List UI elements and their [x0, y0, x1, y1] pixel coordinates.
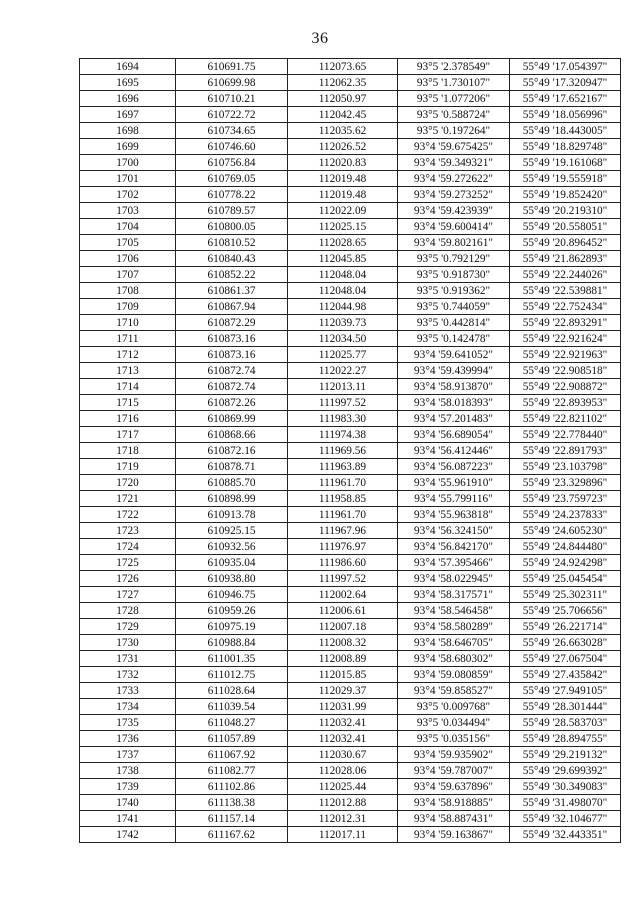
- table-row: [80, 299, 621, 315]
- longitude-cell: 93°4 '57.201483": [398, 411, 510, 427]
- x-coordinate-cell: 610746.60: [176, 139, 288, 155]
- latitude-cell: 55°49 '30.349083": [510, 779, 621, 795]
- longitude-cell: 93°5 '2.378549": [398, 59, 510, 75]
- table-row: [80, 395, 621, 411]
- longitude-cell: 93°4 '59.163867": [398, 827, 510, 843]
- x-coordinate-cell: 610873.16: [176, 347, 288, 363]
- x-coordinate-cell: 610861.37: [176, 283, 288, 299]
- point-number-cell: 1741: [80, 811, 176, 827]
- latitude-cell: 55°49 '26.221714": [510, 619, 621, 635]
- x-coordinate-cell: 611102.86: [176, 779, 288, 795]
- latitude-cell: 55°49 '22.778440": [510, 427, 621, 443]
- point-number-cell: 1696: [80, 91, 176, 107]
- longitude-cell: 93°5 '0.442814": [398, 315, 510, 331]
- y-coordinate-cell: 111983.30: [288, 411, 398, 427]
- longitude-cell: 93°4 '59.080859": [398, 667, 510, 683]
- latitude-cell: 55°49 '20.219310": [510, 203, 621, 219]
- x-coordinate-cell: 610789.57: [176, 203, 288, 219]
- y-coordinate-cell: 112026.52: [288, 139, 398, 155]
- longitude-cell: 93°5 '0.034494": [398, 715, 510, 731]
- latitude-cell: 55°49 '18.829748": [510, 139, 621, 155]
- latitude-cell: 55°49 '17.652167": [510, 91, 621, 107]
- point-number-cell: 1712: [80, 347, 176, 363]
- table-row: [80, 795, 621, 811]
- latitude-cell: 55°49 '24.605230": [510, 523, 621, 539]
- point-number-cell: 1724: [80, 539, 176, 555]
- y-coordinate-cell: 112030.67: [288, 747, 398, 763]
- latitude-cell: 55°49 '29.219132": [510, 747, 621, 763]
- longitude-cell: 93°5 '0.009768": [398, 699, 510, 715]
- latitude-cell: 55°49 '32.443351": [510, 827, 621, 843]
- y-coordinate-cell: 112032.41: [288, 715, 398, 731]
- latitude-cell: 55°49 '24.844480": [510, 539, 621, 555]
- latitude-cell: 55°49 '23.329896": [510, 475, 621, 491]
- y-coordinate-cell: 112019.48: [288, 187, 398, 203]
- x-coordinate-cell: 610869.99: [176, 411, 288, 427]
- latitude-cell: 55°49 '21.862893": [510, 251, 621, 267]
- longitude-cell: 93°4 '56.842170": [398, 539, 510, 555]
- x-coordinate-cell: 611012.75: [176, 667, 288, 683]
- latitude-cell: 55°49 '25.706656": [510, 603, 621, 619]
- latitude-cell: 55°49 '22.893291": [510, 315, 621, 331]
- latitude-cell: 55°49 '32.104677": [510, 811, 621, 827]
- point-number-cell: 1736: [80, 731, 176, 747]
- table-row: [80, 603, 621, 619]
- x-coordinate-cell: 610878.71: [176, 459, 288, 475]
- latitude-cell: 55°49 '20.558051": [510, 219, 621, 235]
- latitude-cell: 55°49 '27.435842": [510, 667, 621, 683]
- latitude-cell: 55°49 '22.908872": [510, 379, 621, 395]
- latitude-cell: 55°49 '19.555918": [510, 171, 621, 187]
- longitude-cell: 93°4 '56.689054": [398, 427, 510, 443]
- longitude-cell: 93°4 '59.802161": [398, 235, 510, 251]
- y-coordinate-cell: 112012.88: [288, 795, 398, 811]
- y-coordinate-cell: 112073.65: [288, 59, 398, 75]
- point-number-cell: 1730: [80, 635, 176, 651]
- point-number-cell: 1707: [80, 267, 176, 283]
- table-row: [80, 155, 621, 171]
- x-coordinate-cell: 610734.65: [176, 123, 288, 139]
- y-coordinate-cell: 112048.04: [288, 283, 398, 299]
- longitude-cell: 93°4 '59.637896": [398, 779, 510, 795]
- point-number-cell: 1700: [80, 155, 176, 171]
- latitude-cell: 55°49 '25.302311": [510, 587, 621, 603]
- point-number-cell: 1698: [80, 123, 176, 139]
- latitude-cell: 55°49 '22.921963": [510, 347, 621, 363]
- y-coordinate-cell: 112025.44: [288, 779, 398, 795]
- latitude-cell: 55°49 '17.320947": [510, 75, 621, 91]
- table-row: [80, 747, 621, 763]
- longitude-cell: 93°4 '57.395466": [398, 555, 510, 571]
- table-row: [80, 779, 621, 795]
- table-row: [80, 715, 621, 731]
- y-coordinate-cell: 112044.98: [288, 299, 398, 315]
- point-number-cell: 1715: [80, 395, 176, 411]
- table-row: [80, 75, 621, 91]
- table-row: [80, 203, 621, 219]
- x-coordinate-cell: 610691.75: [176, 59, 288, 75]
- table-row: [80, 587, 621, 603]
- point-number-cell: 1717: [80, 427, 176, 443]
- latitude-cell: 55°49 '18.056996": [510, 107, 621, 123]
- table-row: [80, 507, 621, 523]
- point-number-cell: 1713: [80, 363, 176, 379]
- y-coordinate-cell: 112013.11: [288, 379, 398, 395]
- point-number-cell: 1726: [80, 571, 176, 587]
- table-row: [80, 475, 621, 491]
- table-row: [80, 427, 621, 443]
- point-number-cell: 1737: [80, 747, 176, 763]
- point-number-cell: 1705: [80, 235, 176, 251]
- point-number-cell: 1734: [80, 699, 176, 715]
- latitude-cell: 55°49 '23.759723": [510, 491, 621, 507]
- table-row: [80, 107, 621, 123]
- table-row: [80, 347, 621, 363]
- latitude-cell: 55°49 '28.894755": [510, 731, 621, 747]
- point-number-cell: 1739: [80, 779, 176, 795]
- longitude-cell: 93°5 '0.588724": [398, 107, 510, 123]
- point-number-cell: 1708: [80, 283, 176, 299]
- table-row: [80, 363, 621, 379]
- y-coordinate-cell: 112012.31: [288, 811, 398, 827]
- y-coordinate-cell: 112008.89: [288, 651, 398, 667]
- y-coordinate-cell: 111958.85: [288, 491, 398, 507]
- longitude-cell: 93°4 '58.317571": [398, 587, 510, 603]
- x-coordinate-cell: 611138.38: [176, 795, 288, 811]
- longitude-cell: 93°4 '59.273252": [398, 187, 510, 203]
- table-row: [80, 619, 621, 635]
- point-number-cell: 1738: [80, 763, 176, 779]
- latitude-cell: 55°49 '27.067504": [510, 651, 621, 667]
- y-coordinate-cell: 112025.77: [288, 347, 398, 363]
- latitude-cell: 55°49 '22.893953": [510, 395, 621, 411]
- longitude-cell: 93°5 '1.730107": [398, 75, 510, 91]
- x-coordinate-cell: 610898.99: [176, 491, 288, 507]
- y-coordinate-cell: 112020.83: [288, 155, 398, 171]
- x-coordinate-cell: 611039.54: [176, 699, 288, 715]
- y-coordinate-cell: 112034.50: [288, 331, 398, 347]
- y-coordinate-cell: 112008.32: [288, 635, 398, 651]
- point-number-cell: 1732: [80, 667, 176, 683]
- table-row: [80, 491, 621, 507]
- table-row: [80, 651, 621, 667]
- y-coordinate-cell: 112028.65: [288, 235, 398, 251]
- table-row: [80, 827, 621, 843]
- x-coordinate-cell: 610872.29: [176, 315, 288, 331]
- table-row: [80, 331, 621, 347]
- latitude-cell: 55°49 '24.237833": [510, 507, 621, 523]
- y-coordinate-cell: 112032.41: [288, 731, 398, 747]
- x-coordinate-cell: 611028.64: [176, 683, 288, 699]
- x-coordinate-cell: 610872.74: [176, 363, 288, 379]
- longitude-cell: 93°4 '59.272622": [398, 171, 510, 187]
- latitude-cell: 55°49 '26.663028": [510, 635, 621, 651]
- longitude-cell: 93°4 '58.887431": [398, 811, 510, 827]
- y-coordinate-cell: 111997.52: [288, 571, 398, 587]
- latitude-cell: 55°49 '19.852420": [510, 187, 621, 203]
- y-coordinate-cell: 112022.09: [288, 203, 398, 219]
- y-coordinate-cell: 112007.18: [288, 619, 398, 635]
- longitude-cell: 93°5 '0.142478": [398, 331, 510, 347]
- table-row: [80, 667, 621, 683]
- latitude-cell: 55°49 '28.301444": [510, 699, 621, 715]
- longitude-cell: 93°5 '0.744059": [398, 299, 510, 315]
- point-number-cell: 1733: [80, 683, 176, 699]
- x-coordinate-cell: 610756.84: [176, 155, 288, 171]
- table-row: [80, 683, 621, 699]
- table-row: [80, 555, 621, 571]
- y-coordinate-cell: 112045.85: [288, 251, 398, 267]
- latitude-cell: 55°49 '19.161068": [510, 155, 621, 171]
- table-row: [80, 379, 621, 395]
- x-coordinate-cell: 610778.22: [176, 187, 288, 203]
- longitude-cell: 93°5 '0.792129": [398, 251, 510, 267]
- y-coordinate-cell: 112042.45: [288, 107, 398, 123]
- longitude-cell: 93°4 '59.349321": [398, 155, 510, 171]
- table-row: [80, 219, 621, 235]
- longitude-cell: 93°5 '0.197264": [398, 123, 510, 139]
- table-row: [80, 267, 621, 283]
- coordinates-table: [79, 58, 621, 843]
- longitude-cell: 93°4 '59.675425": [398, 139, 510, 155]
- page-number: 36: [311, 30, 329, 47]
- point-number-cell: 1701: [80, 171, 176, 187]
- table-row: [80, 123, 621, 139]
- point-number-cell: 1719: [80, 459, 176, 475]
- y-coordinate-cell: 112039.73: [288, 315, 398, 331]
- table-row: [80, 571, 621, 587]
- latitude-cell: 55°49 '23.103798": [510, 459, 621, 475]
- table-row: [80, 811, 621, 827]
- latitude-cell: 55°49 '24.924298": [510, 555, 621, 571]
- point-number-cell: 1703: [80, 203, 176, 219]
- x-coordinate-cell: 610872.26: [176, 395, 288, 411]
- y-coordinate-cell: 112035.62: [288, 123, 398, 139]
- x-coordinate-cell: 610913.78: [176, 507, 288, 523]
- y-coordinate-cell: 112015.85: [288, 667, 398, 683]
- x-coordinate-cell: 611167.62: [176, 827, 288, 843]
- longitude-cell: 93°4 '56.087223": [398, 459, 510, 475]
- longitude-cell: 93°4 '58.546458": [398, 603, 510, 619]
- latitude-cell: 55°49 '31.498070": [510, 795, 621, 811]
- point-number-cell: 1702: [80, 187, 176, 203]
- x-coordinate-cell: 610868.66: [176, 427, 288, 443]
- y-coordinate-cell: 111961.70: [288, 507, 398, 523]
- x-coordinate-cell: 610932.56: [176, 539, 288, 555]
- longitude-cell: 93°4 '58.646705": [398, 635, 510, 651]
- x-coordinate-cell: 610867.94: [176, 299, 288, 315]
- point-number-cell: 1709: [80, 299, 176, 315]
- longitude-cell: 93°4 '58.680302": [398, 651, 510, 667]
- y-coordinate-cell: 112006.61: [288, 603, 398, 619]
- point-number-cell: 1722: [80, 507, 176, 523]
- y-coordinate-cell: 112002.64: [288, 587, 398, 603]
- latitude-cell: 55°49 '22.821102": [510, 411, 621, 427]
- latitude-cell: 55°49 '29.699392": [510, 763, 621, 779]
- table-row: [80, 443, 621, 459]
- longitude-cell: 93°5 '1.077206": [398, 91, 510, 107]
- x-coordinate-cell: 611057.89: [176, 731, 288, 747]
- x-coordinate-cell: 610873.16: [176, 331, 288, 347]
- x-coordinate-cell: 610699.98: [176, 75, 288, 91]
- y-coordinate-cell: 112019.48: [288, 171, 398, 187]
- point-number-cell: 1694: [80, 59, 176, 75]
- longitude-cell: 93°4 '55.799116": [398, 491, 510, 507]
- table-row: [80, 283, 621, 299]
- longitude-cell: 93°5 '0.035156": [398, 731, 510, 747]
- point-number-cell: 1716: [80, 411, 176, 427]
- point-number-cell: 1727: [80, 587, 176, 603]
- y-coordinate-cell: 112022.27: [288, 363, 398, 379]
- y-coordinate-cell: 111976.97: [288, 539, 398, 555]
- longitude-cell: 93°4 '59.600414": [398, 219, 510, 235]
- longitude-cell: 93°4 '55.963818": [398, 507, 510, 523]
- latitude-cell: 55°49 '25.045454": [510, 571, 621, 587]
- x-coordinate-cell: 611067.92: [176, 747, 288, 763]
- longitude-cell: 93°4 '58.018393": [398, 395, 510, 411]
- latitude-cell: 55°49 '27.949105": [510, 683, 621, 699]
- latitude-cell: 55°49 '22.891793": [510, 443, 621, 459]
- point-number-cell: 1721: [80, 491, 176, 507]
- latitude-cell: 55°49 '18.443005": [510, 123, 621, 139]
- x-coordinate-cell: 610872.16: [176, 443, 288, 459]
- y-coordinate-cell: 111963.89: [288, 459, 398, 475]
- table-row: [80, 91, 621, 107]
- longitude-cell: 93°4 '59.858527": [398, 683, 510, 699]
- longitude-cell: 93°4 '55.961910": [398, 475, 510, 491]
- latitude-cell: 55°49 '22.752434": [510, 299, 621, 315]
- point-number-cell: 1720: [80, 475, 176, 491]
- y-coordinate-cell: 111961.70: [288, 475, 398, 491]
- table-row: [80, 635, 621, 651]
- latitude-cell: 55°49 '28.583703": [510, 715, 621, 731]
- latitude-cell: 55°49 '17.054397": [510, 59, 621, 75]
- latitude-cell: 55°49 '22.539881": [510, 283, 621, 299]
- y-coordinate-cell: 112031.99: [288, 699, 398, 715]
- x-coordinate-cell: 610885.70: [176, 475, 288, 491]
- point-number-cell: 1735: [80, 715, 176, 731]
- y-coordinate-cell: 112029.37: [288, 683, 398, 699]
- table-row: [80, 251, 621, 267]
- table-row: [80, 315, 621, 331]
- y-coordinate-cell: 111974.38: [288, 427, 398, 443]
- point-number-cell: 1723: [80, 523, 176, 539]
- point-number-cell: 1718: [80, 443, 176, 459]
- point-number-cell: 1711: [80, 331, 176, 347]
- x-coordinate-cell: 610946.75: [176, 587, 288, 603]
- longitude-cell: 93°4 '58.913870": [398, 379, 510, 395]
- point-number-cell: 1740: [80, 795, 176, 811]
- x-coordinate-cell: 610710.21: [176, 91, 288, 107]
- longitude-cell: 93°5 '0.918730": [398, 267, 510, 283]
- longitude-cell: 93°4 '59.439994": [398, 363, 510, 379]
- x-coordinate-cell: 610925.15: [176, 523, 288, 539]
- point-number-cell: 1725: [80, 555, 176, 571]
- point-number-cell: 1742: [80, 827, 176, 843]
- table-row: [80, 59, 621, 75]
- table-row: [80, 235, 621, 251]
- latitude-cell: 55°49 '20.896452": [510, 235, 621, 251]
- longitude-cell: 93°4 '56.412446": [398, 443, 510, 459]
- x-coordinate-cell: 611082.77: [176, 763, 288, 779]
- y-coordinate-cell: 111986.60: [288, 555, 398, 571]
- y-coordinate-cell: 112062.35: [288, 75, 398, 91]
- coordinates-table-body: [80, 59, 621, 843]
- point-number-cell: 1710: [80, 315, 176, 331]
- longitude-cell: 93°4 '58.580289": [398, 619, 510, 635]
- y-coordinate-cell: 111997.52: [288, 395, 398, 411]
- longitude-cell: 93°4 '58.022945": [398, 571, 510, 587]
- x-coordinate-cell: 610769.05: [176, 171, 288, 187]
- x-coordinate-cell: 611157.14: [176, 811, 288, 827]
- x-coordinate-cell: 610810.52: [176, 235, 288, 251]
- table-row: [80, 731, 621, 747]
- longitude-cell: 93°4 '59.787007": [398, 763, 510, 779]
- table-row: [80, 763, 621, 779]
- latitude-cell: 55°49 '22.244026": [510, 267, 621, 283]
- point-number-cell: 1731: [80, 651, 176, 667]
- point-number-cell: 1704: [80, 219, 176, 235]
- y-coordinate-cell: 112017.11: [288, 827, 398, 843]
- table-row: [80, 187, 621, 203]
- table-row: [80, 411, 621, 427]
- y-coordinate-cell: 111967.96: [288, 523, 398, 539]
- y-coordinate-cell: 112025.15: [288, 219, 398, 235]
- point-number-cell: 1728: [80, 603, 176, 619]
- longitude-cell: 93°4 '59.641052": [398, 347, 510, 363]
- x-coordinate-cell: 610935.04: [176, 555, 288, 571]
- longitude-cell: 93°4 '58.918885": [398, 795, 510, 811]
- y-coordinate-cell: 112050.97: [288, 91, 398, 107]
- longitude-cell: 93°4 '59.423939": [398, 203, 510, 219]
- table-row: [80, 459, 621, 475]
- point-number-cell: 1699: [80, 139, 176, 155]
- table-row: [80, 523, 621, 539]
- x-coordinate-cell: 610840.43: [176, 251, 288, 267]
- x-coordinate-cell: 610722.72: [176, 107, 288, 123]
- x-coordinate-cell: 611048.27: [176, 715, 288, 731]
- x-coordinate-cell: 611001.35: [176, 651, 288, 667]
- latitude-cell: 55°49 '22.908518": [510, 363, 621, 379]
- longitude-cell: 93°4 '56.324150": [398, 523, 510, 539]
- y-coordinate-cell: 112048.04: [288, 267, 398, 283]
- table-row: [80, 539, 621, 555]
- point-number-cell: 1697: [80, 107, 176, 123]
- table-row: [80, 171, 621, 187]
- point-number-cell: 1706: [80, 251, 176, 267]
- latitude-cell: 55°49 '22.921624": [510, 331, 621, 347]
- y-coordinate-cell: 111969.56: [288, 443, 398, 459]
- y-coordinate-cell: 112028.06: [288, 763, 398, 779]
- x-coordinate-cell: 610975.19: [176, 619, 288, 635]
- x-coordinate-cell: 610852.22: [176, 267, 288, 283]
- point-number-cell: 1695: [80, 75, 176, 91]
- longitude-cell: 93°5 '0.919362": [398, 283, 510, 299]
- table-row: [80, 699, 621, 715]
- table-row: [80, 139, 621, 155]
- x-coordinate-cell: 610800.05: [176, 219, 288, 235]
- x-coordinate-cell: 610988.84: [176, 635, 288, 651]
- longitude-cell: 93°4 '59.935902": [398, 747, 510, 763]
- x-coordinate-cell: 610872.74: [176, 379, 288, 395]
- point-number-cell: 1729: [80, 619, 176, 635]
- point-number-cell: 1714: [80, 379, 176, 395]
- x-coordinate-cell: 610959.26: [176, 603, 288, 619]
- x-coordinate-cell: 610938.80: [176, 571, 288, 587]
